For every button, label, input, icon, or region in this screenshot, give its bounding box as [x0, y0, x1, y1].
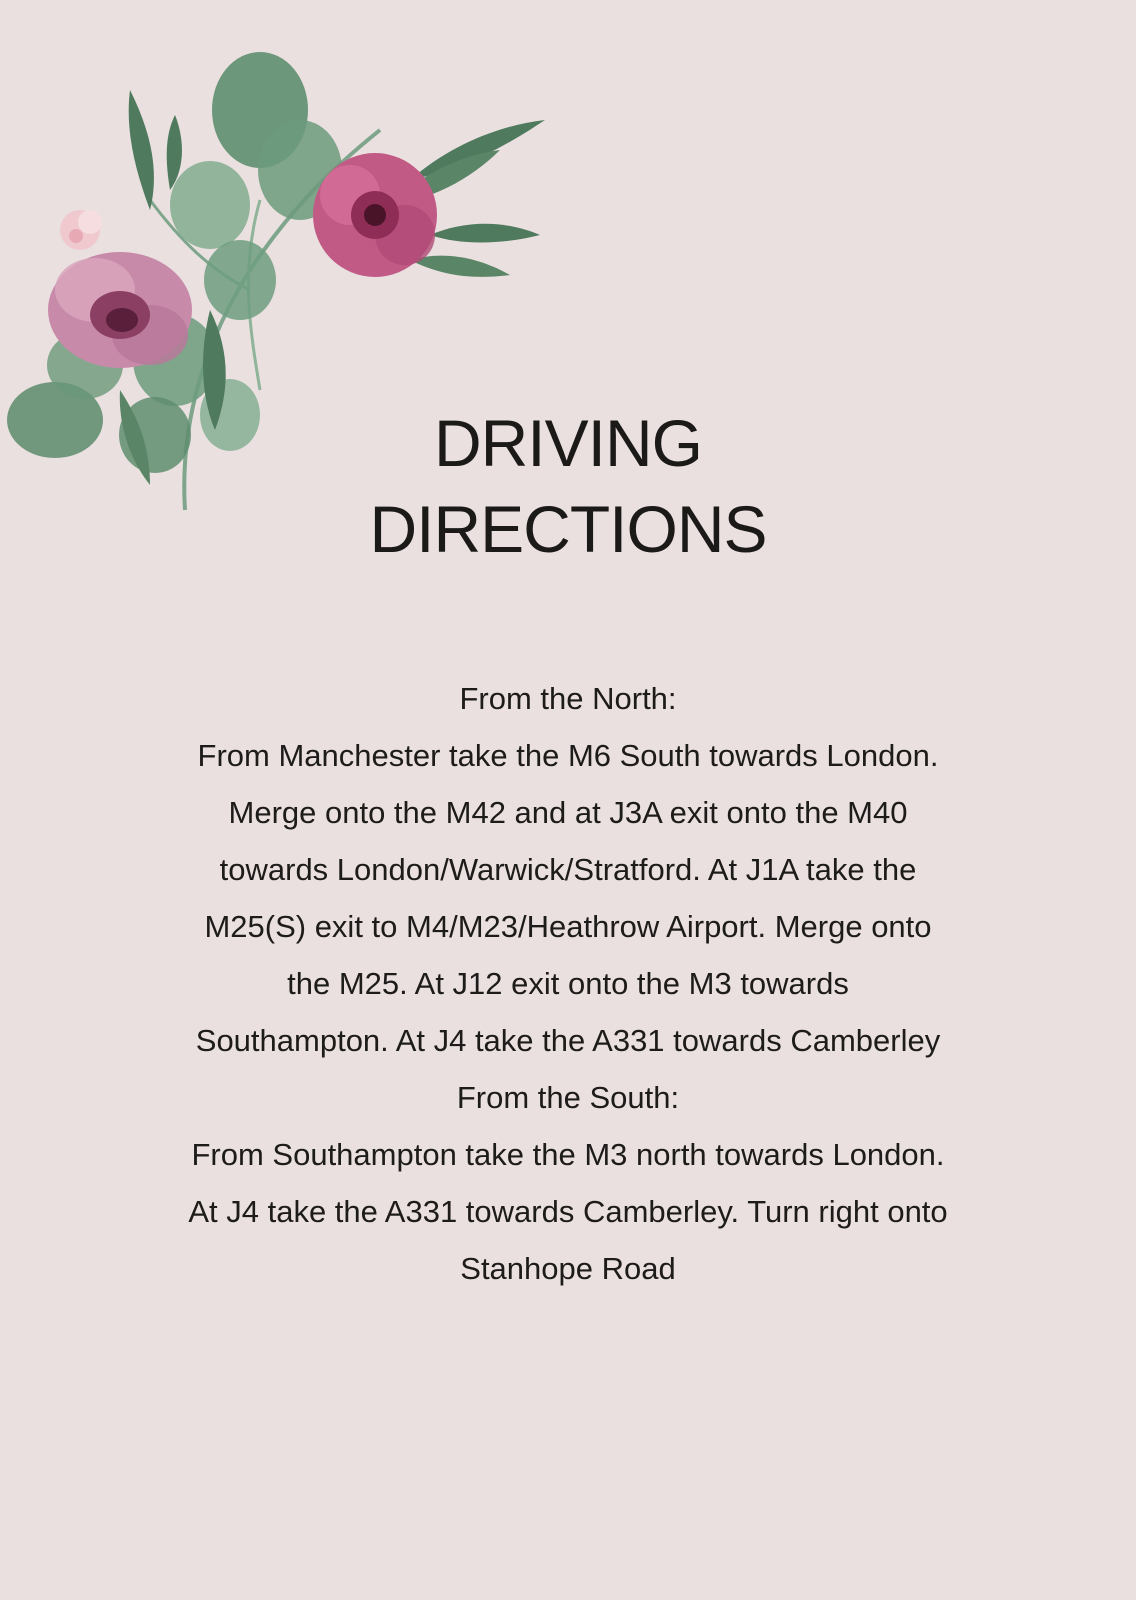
page-title: [0, 400, 1136, 572]
north-directions: From Manchester take the M6 South towards London. Merge onto the M42 and at J3A exit onto the M40 towards London/Warwick/Stratford. At J1A take the M25(S) exit to M4/M23/Heathrow Airport. Merge onto the M25. At J12 exit onto the M3 towards Southampton. At J4 take the A331 towards Camberley: [195, 738, 941, 1058]
title-line-2: DIRECTIONS: [369, 492, 767, 566]
directions-body: [150, 670, 986, 1297]
south-heading: From the South:: [456, 1080, 680, 1115]
north-heading: From the North:: [459, 681, 677, 716]
title-line-1: DRIVING: [433, 406, 703, 480]
south-directions: From Southampton take the M3 north towards London. At J4 take the A331 towards Camberley. Turn right onto Stanhope Road: [188, 1137, 948, 1286]
